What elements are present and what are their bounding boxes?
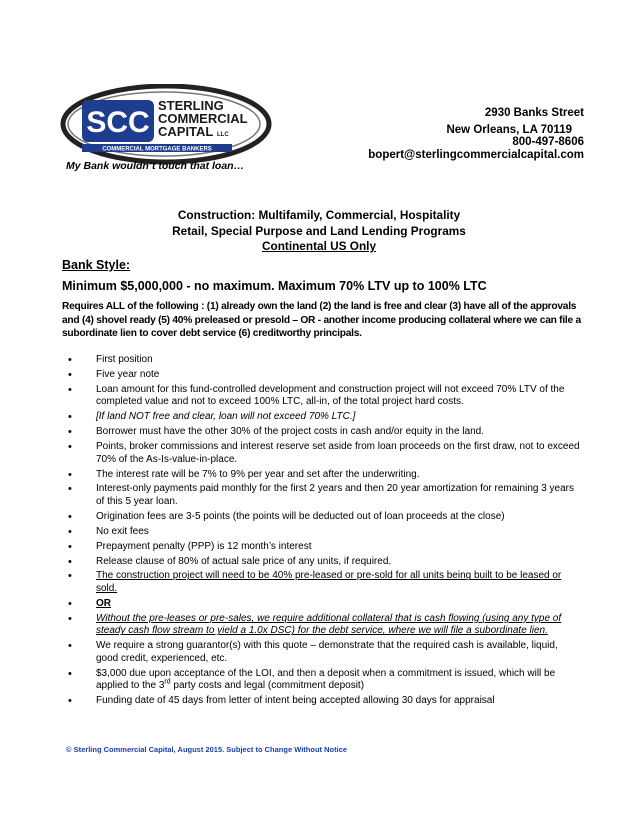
bullet-icon: • [68, 441, 72, 454]
email-address: bopert@sterlingcommercialcapital.com [368, 149, 584, 161]
logo-line2: COMMERCIAL [158, 111, 248, 126]
logo-line1: STERLING [158, 98, 224, 113]
bullet-icon: • [68, 383, 72, 396]
list-item: • First position [68, 354, 153, 366]
list-item: • Without the pre-leases or pre-sales, we require additional collateral that is cash flowing (using any type of steady cash flow stream to yield a 1.0x DSC) for the debt service, where we will file a subordinate lien. [68, 612, 562, 637]
title-line1: Construction: Multifamily, Commercial, Hospitality [177, 208, 461, 222]
tagline: My Bank wouldn’t touch that loan… [66, 160, 245, 172]
list-item: • Points, broker commissions and interest reserve set aside from loan proceeds on the first draw, not to exceed 70% of the As-Is-value-in-place. [68, 441, 580, 465]
list-item: • Release clause of 80% of actual sale price of any units, if required. [68, 555, 392, 568]
logo-initials: SCC [86, 106, 150, 139]
bullet-icon: • [68, 612, 72, 625]
bullet-icon: • [68, 468, 72, 481]
bullet-icon: • [68, 510, 72, 523]
logo-line3: CAPITAL [158, 124, 214, 139]
phone-number: 800-497-8606 [512, 136, 584, 148]
list-item: • We require a strong guarantor(s) with this quote – demonstrate that the required cash is available, liquid, good credit, experienced, etc. [68, 640, 558, 664]
bullet-icon: • [68, 368, 72, 381]
bullet-icon: • [68, 695, 72, 708]
title-line3: Continental US Only [261, 239, 377, 253]
list-item: • Loan amount for this fund-controlled development and construction project will not exceed 70% LTV of the completed value and not to exceed 100% LTC, all-in, of the total project hard costs. [68, 383, 565, 408]
bullet-icon: • [68, 570, 72, 583]
list-item: • Five year note [68, 368, 160, 381]
loan-summary: Minimum $5,000,000 - no maximum. Maximum 70% LTV up to 100% LTC [62, 279, 487, 293]
bullet-icon: • [68, 483, 72, 496]
list-item: • No exit fees [68, 525, 149, 538]
list-item: • [If land NOT free and clear, loan will not exceed 70% LTC.] [68, 411, 356, 424]
list-item: • Funding date of 45 days from letter of intent being accepted allowing 30 days for appraisal [68, 695, 495, 708]
list-item: • $3,000 due upon acceptance of the LOI, and then a deposit when a commitment is issued, which will be applied to the 3rd party costs and legal (commitment deposit) [68, 667, 556, 692]
address-city: New Orleans, LA 70119 [446, 124, 572, 136]
company-logo [60, 84, 272, 168]
bullet-icon: • [68, 540, 72, 553]
list-item: • Borrower must have the other 30% of the project costs in cash and/or equity in the land. [68, 426, 484, 439]
list-item: • The interest rate will be 7% to 9% per year and set after the underwriting. [68, 468, 420, 481]
address-street: 2930 Banks Street [484, 107, 584, 119]
bullet-icon: • [68, 411, 72, 424]
bullet-icon: • [68, 525, 72, 538]
bullet-icon: • [68, 426, 72, 439]
bullet-icon: • [68, 667, 72, 680]
list-item: • Prepayment penalty (PPP) is 12 month’s interest [68, 540, 312, 553]
section-heading: Bank Style: [62, 258, 131, 272]
title-line2: Retail, Special Purpose and Land Lending Programs [172, 224, 466, 238]
list-item: • OR [68, 597, 111, 610]
bullet-icon: • [68, 597, 72, 610]
logo-banner: COMMERCIAL MORTGAGE BANKERS [102, 146, 212, 153]
bullet-icon: • [68, 354, 72, 366]
list-item: • Origination fees are 3-5 points (the points will be deducted out of loan proceeds at the close) [68, 510, 505, 523]
bullet-icon: • [68, 640, 72, 653]
footer-copyright: © Sterling Commercial Capital, August 2015. Subject to Change Without Notice [66, 745, 348, 754]
terms-list [62, 354, 582, 710]
logo-llc: LLC [217, 132, 229, 138]
bullet-icon: • [68, 555, 72, 568]
requirements-paragraph: Requires ALL of the following : (1) already own the land (2) the land is free and clear (3) have all of the approvals and (4) shovel ready (5) 40% preleased or presold – OR - another income producing collateral where we can file a subordinate lien to cover debt service (6) creditworthy principals. [62, 301, 581, 339]
list-item: • Interest-only payments paid monthly for the first 2 years and then 20 year amortization for remaining 3 years of this 5 year loan. [68, 483, 575, 508]
logo-graphic [60, 84, 272, 168]
list-item: • The construction project will need to be 40% pre-leased or pre-sold for all units being built to be leased or sold. [68, 570, 562, 595]
